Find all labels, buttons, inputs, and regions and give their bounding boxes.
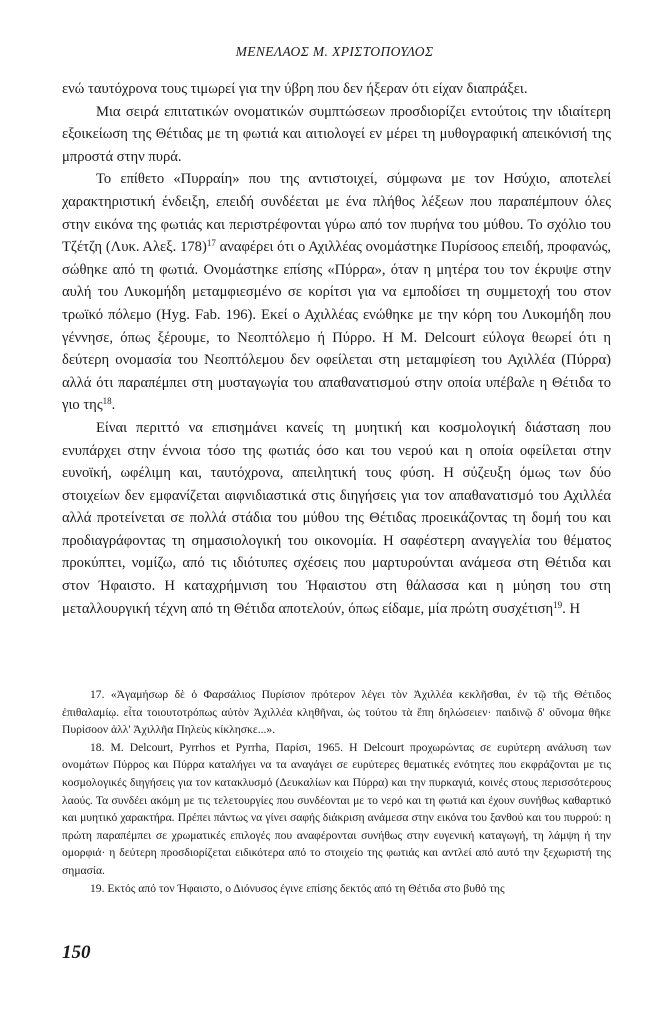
paragraph-4 <box>62 417 611 620</box>
paragraph-3-text-after: . <box>111 397 116 414</box>
footnote-ref-19[interactable]: 19 <box>553 599 563 610</box>
footnote-ref-17[interactable]: 17 <box>206 238 216 249</box>
paragraph-4-text-after: . Η <box>562 600 580 617</box>
paragraph-3-text-before: Το επίθετο «Πυρραίη» που της αντιστοιχεί, σύμφωνα με τον Ησύχιο, αποτελεί χαρακτηριστική ένδειξη, επειδή συνδέεται με ένα πλήθος λέξεων που παραπέμπουν όλες στην εικόνα της φωτιάς και περιστρέφονται γύρω από τον πυρήνα του μύθου. Το σχόλιο του Τζέτζη (Λυκ. Αλεξ. 178) <box>62 171 611 256</box>
footnotes <box>62 686 611 897</box>
paragraph-1: ενώ ταυτόχρονα τους τιμωρεί για την ύβρη που δεν ήξεραν ότι είχαν διαπράξει. <box>62 81 528 97</box>
paragraph-4-text-before: Είναι περιττό να επισημάνει κανείς τη μυητική και κοσμολογική διάσταση που ενυπάρχει στην έννοια τόσο της φωτιάς όσο και του νερού και η οποία οφείλεται στην ευνοϊκή, ωφέλιμη και, ταυτόχρονα, απειλητική τους φύση. Η σύζευξη όμως των δύο στοιχείων δεν εμφανίζεται αιφνιδιαστικά στις διηγήσεις για τον απαθανατισμό του Αχιλλέα αλλά προτείνεται σε πολλά στάδια του μύθου της Θέτιδας προεικάζοντας τη δομή του και προδιαγράφοντας τη σημασιολογική του οικονομία. Η σαφέστερη αναγγελία του θέματος προκύπτει, νομίζω, από τις ιδιότυπες σχέσεις που μαρτυρούνται ανάμεσα στη Θέτιδα και στον Ήφαιστο. Η καταχρήμνιση του Ήφαιστου στη θάλασσα και η μύηση του στη μεταλλουργική τέχνη από τη Θέτιδα αποτελούν, όπως είδαμε, μία πρώτη συσχέτιση <box>62 419 611 617</box>
main-text <box>62 78 611 620</box>
paragraph-3-text-middle: αναφέρει ότι ο Αχιλλέας ονομάστηκε Πυρίσοος επειδή, προφανώς, σώθηκε από τη φωτιά. Ονομάστηκε επίσης «Πύρρα», όταν η μητέρα του τον έκρυψε στην αυλή του Λυκομήδη μεταμφιεσμένο σε κορίτσι για να εμποδίσει τη συμμετοχή του στον τρωϊκό πόλεμο (Hyg. Fab. 196). Εκεί ο Αχιλλέας ενώθηκε με την κόρη του Λυκομήδη που γέννησε, όπως ξέρουμε, το Νεοπτόλεμο ή Πύρρο. Η M. Delcourt εύλογα θεωρεί ότι η δεύτερη ονομασία του Νεοπτόλεμου δεν οφείλεται στη μεταμφίεση του Αχιλλέα (Πύρρα) αλλά ότι παραπέμπει στη μυσταγωγία του απαθανατισμού στην οποία υπέβαλε η Θέτιδα το γιο της <box>62 239 612 414</box>
footnote-19: 19. Εκτός από τον Ήφαιστο, ο Διόνυσος έγινε επίσης δεκτός από τη Θέτιδα στο βυθό της <box>90 881 505 895</box>
paragraph-3 <box>62 168 611 417</box>
paragraph-2: Μια σειρά επιτατικών ονοματικών συμπτώσεων προσδιορίζει εντούτοις την ιδιαίτερη εξοικείωση της Θέτιδας με τη φωτιά και αιτιολογεί εν μέρει τη μυθογραφική απεικόνισή της μπροστά στην πυρά. <box>62 103 611 165</box>
footnote-17: 17. «Ἀγαμήσωρ δὲ ὁ Φαρσάλιος Πυρίσιον πρότερον λέγει τὸν Ἀχιλλέα κεκλῆσθαι, ἐν τῷ τῆς Θέτιδος ἐπιθαλαμίῳ. εἶτα τοιουτοτρόπως αὐτὸν Ἀχιλλέα κληθῆναι, ὡς τούτου τὰ ἔπη δηλώσειεν· παιδινῷ δ' οὔνομα θῆκε Πυρίσοον ἀλλ' Ἀχιλλῆα Πηλεὺς κίκλησκε...». <box>62 688 611 737</box>
page-number: 150 <box>62 942 91 963</box>
footnote-ref-18[interactable]: 18 <box>102 396 112 407</box>
footnote-18: 18. M. Delcourt, Pyrrhos et Pyrrha, Παρίσι, 1965. Η Delcourt προχωρώντας σε ευρύτερη ανάλυση των ονομάτων Πύρρος και Πύρρα καταλήγει να τα αναγάγει σε ευρύτερες θεματικές ενότητες που εκφράζονται με τις κοσμολογικές διηγήσεις για τον κατακλυσμό (Δευκαλίων και Πύρρα) και την πυρκαγιά, κοινές στους περισσότερους λαούς. Τα συνδέει ακόμη με τις τελετουργίες που συνδέονται με το νερό και τη φωτιά και έχουν συνήθως καθαρτικό και μυητικό χαρακτήρα. Πρέπει πάντως να γίνει σαφής διάκριση ανάμεσα στην εικόνα του ξανθού και του πυρρού: η πρώτη παραπέμπει σε χρωματικές επιλογές που αναφέρονται συνήθως στην ευγενική καταγωγή, τη λάμψη ή την ομορφιά· η δεύτερη προσδιορίζεται ειδικότερα από το στοιχείο της φωτιάς και αντλεί από αυτό την ξεχωριστή της σημασία. <box>62 740 611 877</box>
running-head: ΜΕΝΕΛΑΟΣ Μ. ΧΡΙΣΤΟΠΟΥΛΟΣ <box>235 44 434 59</box>
